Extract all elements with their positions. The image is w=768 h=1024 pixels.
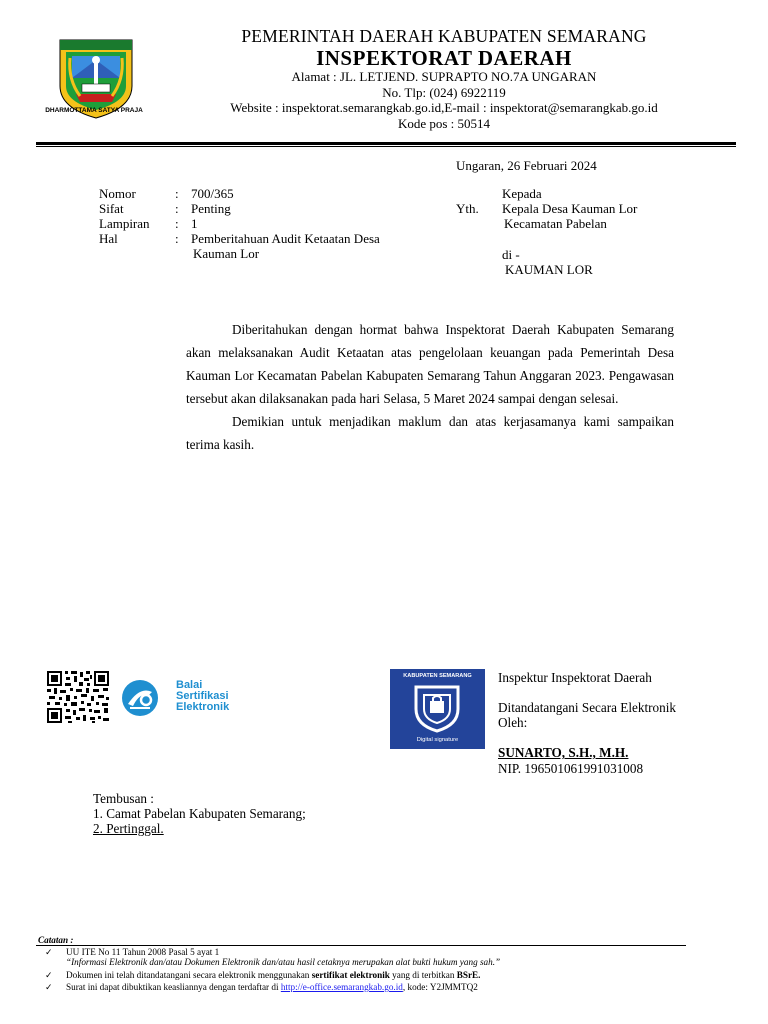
bse-line-1: Balai bbox=[176, 679, 203, 691]
sifat-value: Penting bbox=[191, 201, 231, 216]
body-paragraph-2: Demikian untuk menjadikan maklum dan atas kerjasamanya kami sampaikan terima kasih. bbox=[186, 414, 674, 452]
header-divider-thin bbox=[36, 146, 736, 147]
tembusan-item-1: 1. Camat Pabelan Kabupaten Semarang; bbox=[93, 806, 306, 821]
catatan-item-3 bbox=[66, 982, 478, 993]
recipient-name: Kepala Desa Kauman Lor bbox=[502, 201, 638, 216]
signer-nip: NIP. 196501061991031008 bbox=[498, 761, 644, 776]
recipient-district: Kecamatan Pabelan bbox=[504, 216, 607, 231]
signed-electronically: Ditandatangani Secara Elektronik bbox=[498, 700, 676, 715]
badge-bottom-label: Digital signature bbox=[416, 737, 459, 743]
motto-text: DHARMOTTAMA SATYA PRAJA bbox=[45, 107, 143, 114]
nomor-label: Nomor bbox=[99, 186, 136, 201]
kepada-label: Kepada bbox=[502, 186, 542, 201]
check-icon: ✓ bbox=[45, 947, 53, 957]
qr-code bbox=[46, 670, 110, 724]
catatan-item-3-text: Surat ini dapat dibuktikan keasliannya dengan terdaftar di bbox=[66, 982, 281, 992]
colon: : bbox=[175, 201, 179, 216]
signer-name: SUNARTO, S.H., M.H. bbox=[498, 745, 629, 760]
agency-name: INSPEKTORAT DAERAH bbox=[316, 46, 572, 70]
catatan-item-2-text: Dokumen ini telah ditandatangani secara elektronik menggunakan bbox=[66, 970, 312, 980]
check-icon: ✓ bbox=[45, 982, 53, 992]
catatan-item-2-cert: sertifikat elektronik bbox=[311, 970, 390, 980]
phone-line: No. Tlp: (024) 6922119 bbox=[382, 84, 506, 100]
sifat-label: Sifat bbox=[99, 201, 124, 216]
catatan-item-2-mid: yang di terbitkan bbox=[389, 970, 457, 980]
letter-date: Ungaran, 26 Februari 2024 bbox=[456, 158, 597, 173]
header-divider-thick bbox=[36, 142, 736, 145]
digital-signature-badge bbox=[390, 669, 485, 749]
badge-top-label: KABUPATEN SEMARANG bbox=[403, 673, 472, 679]
catatan-item-2 bbox=[66, 970, 480, 981]
yth-label: Yth. bbox=[456, 201, 479, 216]
letterhead bbox=[180, 26, 708, 131]
check-icon: ✓ bbox=[45, 970, 53, 980]
colon: : bbox=[175, 216, 179, 231]
recipient-place: KAUMAN LOR bbox=[505, 262, 593, 277]
address-line: Alamat : JL. LETJEND. SUPRAPTO NO.7A UNGARAN bbox=[291, 69, 597, 84]
hal-value: Pemberitahuan Audit Ketaatan Desa bbox=[191, 231, 380, 246]
signer-title: Inspektur Inspektorat Daerah bbox=[498, 670, 652, 685]
letter-body bbox=[186, 318, 674, 456]
signed-by-label: Oleh: bbox=[498, 715, 528, 730]
bse-emblem-icon bbox=[120, 678, 160, 718]
catatan-item-1: UU ITE No 11 Tahun 2008 Pasal 5 ayat 1 bbox=[66, 947, 220, 957]
bse-line-2: Sertifikasi bbox=[176, 690, 229, 702]
hal-label: Hal bbox=[99, 231, 118, 246]
e-office-link[interactable]: http://e-office.semarangkab.go.id bbox=[280, 982, 403, 992]
lampiran-value: 1 bbox=[191, 216, 198, 231]
tembusan-item-2: 2. Pertinggal. bbox=[93, 821, 164, 836]
nomor-value: 700/365 bbox=[191, 186, 234, 201]
catatan-label: Catatan : bbox=[38, 935, 74, 945]
bse-logo bbox=[120, 678, 260, 718]
bse-wordmark bbox=[176, 680, 229, 713]
tembusan-label: Tembusan : bbox=[93, 791, 154, 806]
catatan-item-3-code: , kode: Y2JMMTQ2 bbox=[402, 982, 478, 992]
catatan-item-2-bsre: BSrE. bbox=[456, 970, 481, 980]
bse-line-3: Elektronik bbox=[176, 701, 230, 713]
hal-value-cont: Kauman Lor bbox=[193, 246, 260, 261]
postcode-line: Kode pos : 50514 bbox=[397, 115, 491, 131]
website-line: Website : inspektorat.semarangkab.go.id,E-mail : inspektorat@semarangkab.go.id bbox=[230, 100, 658, 115]
lampiran-label: Lampiran bbox=[99, 216, 150, 231]
footer-divider bbox=[36, 945, 686, 946]
colon: : bbox=[175, 186, 179, 201]
di-label: di - bbox=[502, 247, 520, 262]
shield-icon bbox=[412, 683, 462, 733]
catatan-item-1-quote: “Informasi Elektronik dan/atau Dokumen Elektronik dan/atau hasil cetaknya merupakan alat bukti hukum yang sah.” bbox=[66, 957, 501, 967]
government-name: PEMERINTAH DAERAH KABUPATEN SEMARANG bbox=[241, 26, 647, 46]
colon: : bbox=[175, 231, 179, 246]
body-paragraph-1: Diberitahukan dengan hormat bahwa Inspektorat Daerah Kabupaten Semarang akan melaksanakan Audit Ketaatan atas pengelolaan keuangan pada Pemerintah Desa Kauman Lor Kecamatan Pabelan Kabupaten Semarang Tahun Anggaran 2023. Pengawasan tersebut akan dilaksanakan pada hari Selasa, 5 Maret 2024 sampai dengan selesai. bbox=[186, 322, 674, 406]
